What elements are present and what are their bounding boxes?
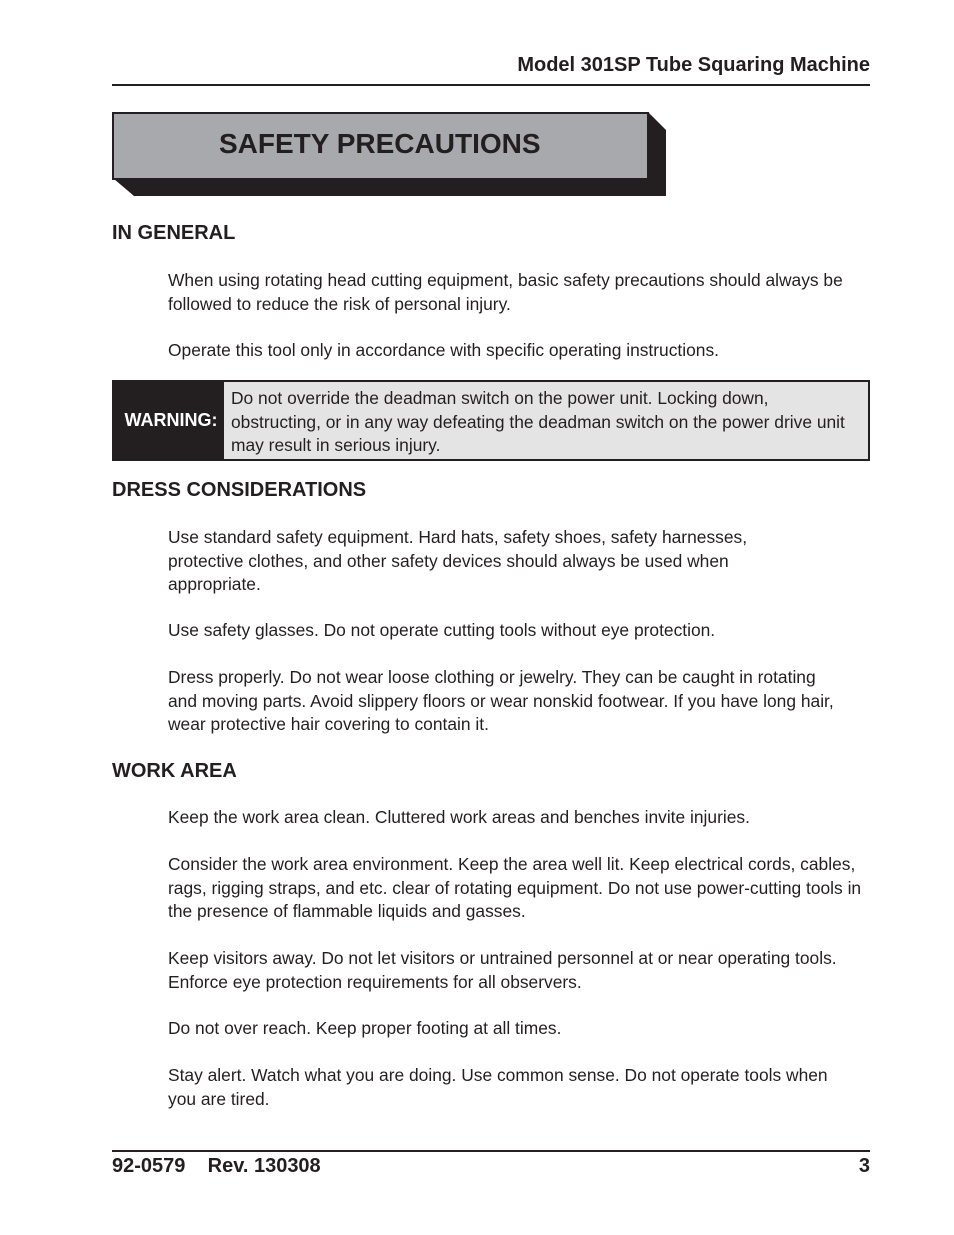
warning-label: WARNING: — [114, 382, 224, 459]
paragraph: Use safety glasses. Do not operate cutting tools without eye protection. — [168, 620, 716, 640]
paragraph: Dress properly. Do not wear loose clothing or jewelry. They can be caught in rotating and moving parts. Avoid slippery floors or wear nonskid footwear. If you have long hair, wear protective hair covering to contain it. — [168, 667, 834, 734]
paragraph: Operate this tool only in accordance with specific operating instructions. — [168, 340, 719, 360]
section-heading-dress: DRESS CONSIDERATIONS — [112, 479, 367, 501]
paragraph: Keep the work area clean. Cluttered work areas and benches invite injuries. — [168, 807, 750, 827]
document-number: 92-0579 Rev. 130308 — [112, 1155, 321, 1177]
paragraph: Keep visitors away. Do not let visitors or untrained personnel at or near operating tools. Enforce eye protection requirements for all observers. — [168, 948, 837, 992]
paragraph: When using rotating head cutting equipment, basic safety precautions should always be followed to reduce the risk of personal injury. — [168, 270, 843, 314]
header-divider — [112, 84, 870, 86]
page-title: SAFETY PRECAUTIONS — [219, 128, 541, 159]
paragraph: Use standard safety equipment. Hard hats, safety shoes, safety harnesses, protective clothes, and other safety devices should always be used when appropriate. — [168, 527, 748, 594]
section-heading-general: IN GENERAL — [112, 222, 236, 244]
section-heading-work-area: WORK AREA — [112, 760, 237, 782]
warning-text: Do not override the deadman switch on the power unit. Locking down, obstructing, or in any way defeating the deadman switch on the power drive unit may result in serious injury. — [224, 382, 868, 459]
paragraph: Do not over reach. Keep proper footing at all times. — [168, 1018, 562, 1038]
section-title-banner — [112, 112, 666, 196]
paragraph: Stay alert. Watch what you are doing. Use common sense. Do not operate tools when you are tired. — [168, 1065, 828, 1109]
warning-callout — [112, 380, 870, 461]
page-number: 3 — [858, 1155, 870, 1177]
page-header-title: Model 301SP Tube Squaring Machine — [517, 54, 870, 76]
paragraph: Consider the work area environment. Keep the area well lit. Keep electrical cords, cables, rags, rigging straps, and etc. clear of rotating equipment. Do not use power-cutting tools in the presence of flammable liquids and gasses. — [168, 854, 862, 921]
footer-divider — [112, 1150, 870, 1152]
